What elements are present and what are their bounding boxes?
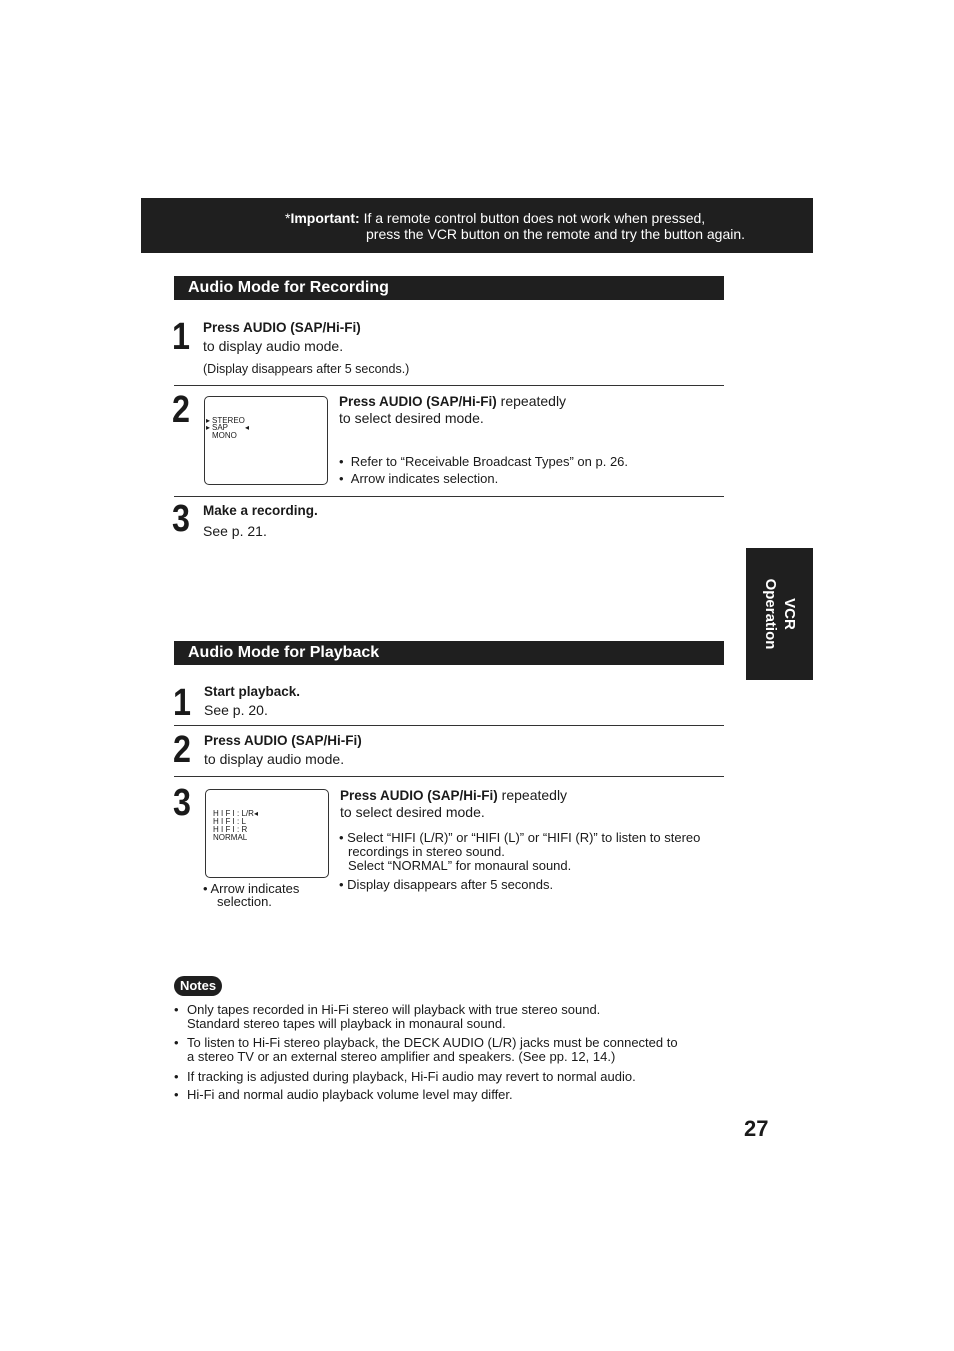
rec-step-3-text: See p. 21. xyxy=(203,523,267,539)
divider xyxy=(174,385,724,386)
screen-option-hifi-l: H I F I : L xyxy=(213,817,246,826)
tv-screen-playback xyxy=(205,789,329,878)
play-bullet-1-line-2: recordings in stereo sound. xyxy=(348,844,505,859)
tv-screen-recording xyxy=(204,396,328,485)
note-1-line-2: Standard stereo tapes will playback in monaural sound. xyxy=(187,1016,506,1031)
screen-note-line-2: selection. xyxy=(217,894,272,909)
important-line-1 xyxy=(285,210,705,226)
play-bullet-2: • Display disappears after 5 seconds. xyxy=(339,877,554,892)
rec-step-2-bullet-2: • Arrow indicates selection. xyxy=(339,471,499,486)
note-3: If tracking is adjusted during playback, Hi-Fi audio may revert to normal audio. xyxy=(187,1069,636,1084)
screen-note-line-1: • Arrow indicates xyxy=(203,881,300,896)
play-step-1-number: 1 xyxy=(173,682,191,724)
tab-label-line-2: Operation xyxy=(761,578,779,650)
notes-badge: Notes xyxy=(174,976,222,996)
divider xyxy=(174,776,724,777)
rec-step-2-bullet-1: • Refer to “Receivable Broadcast Types” on p. 26. xyxy=(339,454,629,469)
note-bullet: • xyxy=(174,1069,179,1084)
play-bullet-1-line-1: • Select “HIFI (L/R)” or “HIFI (L)” or “HIFI (R)” to listen to stereo xyxy=(339,830,701,845)
important-text-1: If a remote control button does not work when pressed, xyxy=(363,210,706,226)
important-line-2: press the VCR button on the remote and try the button again. xyxy=(366,226,746,242)
rec-step-1-note: (Display disappears after 5 seconds.) xyxy=(203,362,410,376)
screen-option-sap: SAP xyxy=(212,423,229,432)
rec-step-2-title-rest: repeatedly xyxy=(496,393,567,409)
triangle-right-icon: ▸ xyxy=(206,416,211,425)
note-bullet: • xyxy=(174,1087,179,1102)
important-banner xyxy=(141,198,813,253)
play-bullet-1-line-3: Select “NORMAL” for monaural sound. xyxy=(348,858,572,873)
play-step-2-number: 2 xyxy=(173,729,191,771)
tab-label xyxy=(761,579,799,650)
bullet-text: Refer to “Receivable Broadcast Types” on p. 26. xyxy=(350,454,629,469)
rec-step-1-title: Press AUDIO (SAP/Hi-Fi) xyxy=(203,320,361,335)
important-asterisk: * xyxy=(285,210,291,226)
rec-step-1-text: to display audio mode. xyxy=(203,338,344,354)
triangle-left-icon: ◂ xyxy=(245,423,250,432)
page-number: 27 xyxy=(744,1116,769,1141)
play-step-1-title: Start playback. xyxy=(204,684,301,699)
note-2-line-1: To listen to Hi-Fi stereo playback, the DECK AUDIO (L/R) jacks must be connected to xyxy=(187,1035,678,1050)
screen-option-normal: NORMAL xyxy=(213,833,248,842)
rec-step-3-title: Make a recording. xyxy=(203,503,318,518)
bullet-text: Arrow indicates selection. xyxy=(350,471,499,486)
triangle-left-icon: ◂ xyxy=(254,809,259,818)
screen-option-stereo: STEREO xyxy=(212,416,245,425)
section-heading-recording: Audio Mode for Recording xyxy=(174,276,724,300)
vcr-operation-tab xyxy=(746,548,813,680)
section-heading-playback: Audio Mode for Playback xyxy=(174,641,724,665)
note-1-line-1: Only tapes recorded in Hi-Fi stereo will playback with true stereo sound. xyxy=(187,1002,601,1017)
tab-label-line-1: VCR xyxy=(780,598,798,630)
note-bullet: • xyxy=(174,1002,179,1017)
play-step-3-title-bold: Press AUDIO (SAP/Hi-Fi) xyxy=(340,788,498,803)
note-4: Hi-Fi and normal audio playback volume level may differ. xyxy=(187,1087,513,1102)
play-step-3-number: 3 xyxy=(173,782,191,824)
divider xyxy=(174,496,724,497)
play-step-2-text: to display audio mode. xyxy=(204,751,345,767)
triangle-right-icon: ▸ xyxy=(206,423,211,432)
play-step-3-text: to select desired mode. xyxy=(340,804,485,820)
play-step-3-title-rest: repeatedly xyxy=(497,787,568,803)
divider xyxy=(174,725,724,726)
play-step-2-title: Press AUDIO (SAP/Hi-Fi) xyxy=(204,733,362,748)
rec-step-3-number: 3 xyxy=(172,498,190,540)
note-2-line-2: a stereo TV or an external stereo amplifier and speakers. (See pp. 12, 14.) xyxy=(187,1049,616,1064)
screen-option-mono: MONO xyxy=(212,431,237,440)
play-step-1-text: See p. 20. xyxy=(204,702,268,718)
rec-step-2-title-bold: Press AUDIO (SAP/Hi-Fi) xyxy=(339,394,497,409)
screen-option-hifi-lr: H I F I : L/R xyxy=(213,809,254,818)
rec-step-2-number: 2 xyxy=(172,389,190,431)
screen-option-hifi-r: H I F I : R xyxy=(213,825,248,834)
rec-step-1-number: 1 xyxy=(172,316,190,358)
note-bullet: • xyxy=(174,1035,179,1050)
important-label: Important: xyxy=(290,210,360,226)
rec-step-2-text: to select desired mode. xyxy=(339,410,484,426)
